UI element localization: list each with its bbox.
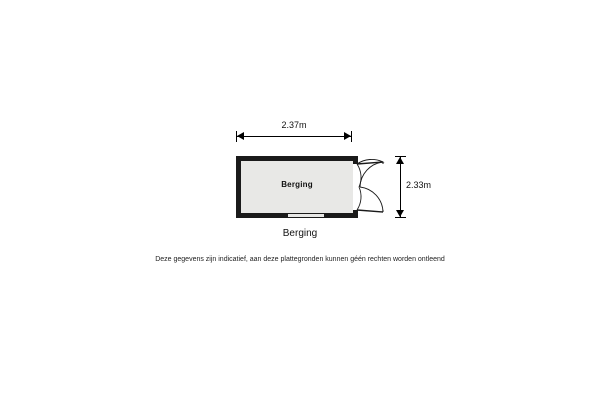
room-name-label: Berging [281, 180, 313, 189]
wall-opening-bottom [288, 214, 324, 217]
depth-dimension-cap-bottom [395, 217, 406, 218]
plan-caption: Berging [282, 228, 318, 239]
width-dimension [236, 120, 352, 144]
room-berging [236, 156, 358, 218]
width-arrow-left-icon [237, 132, 244, 140]
depth-arrow-up-icon [396, 157, 404, 164]
depth-arrow-down-icon [396, 210, 404, 217]
depth-dimension [392, 156, 432, 218]
plan-disclaimer: Deze gegevens zijn indicatief, aan deze plattegronden kunnen géén rechten worden ontleend [155, 256, 445, 263]
width-dimension-line [236, 136, 352, 137]
depth-dimension-label: 2.33m [406, 180, 432, 190]
depth-dimension-line [400, 156, 401, 218]
width-dimension-label: 2.37m [236, 119, 352, 131]
width-dimension-cap-right [351, 131, 352, 142]
width-arrow-right-icon [344, 132, 351, 140]
double-door-swing-icon [356, 156, 392, 218]
